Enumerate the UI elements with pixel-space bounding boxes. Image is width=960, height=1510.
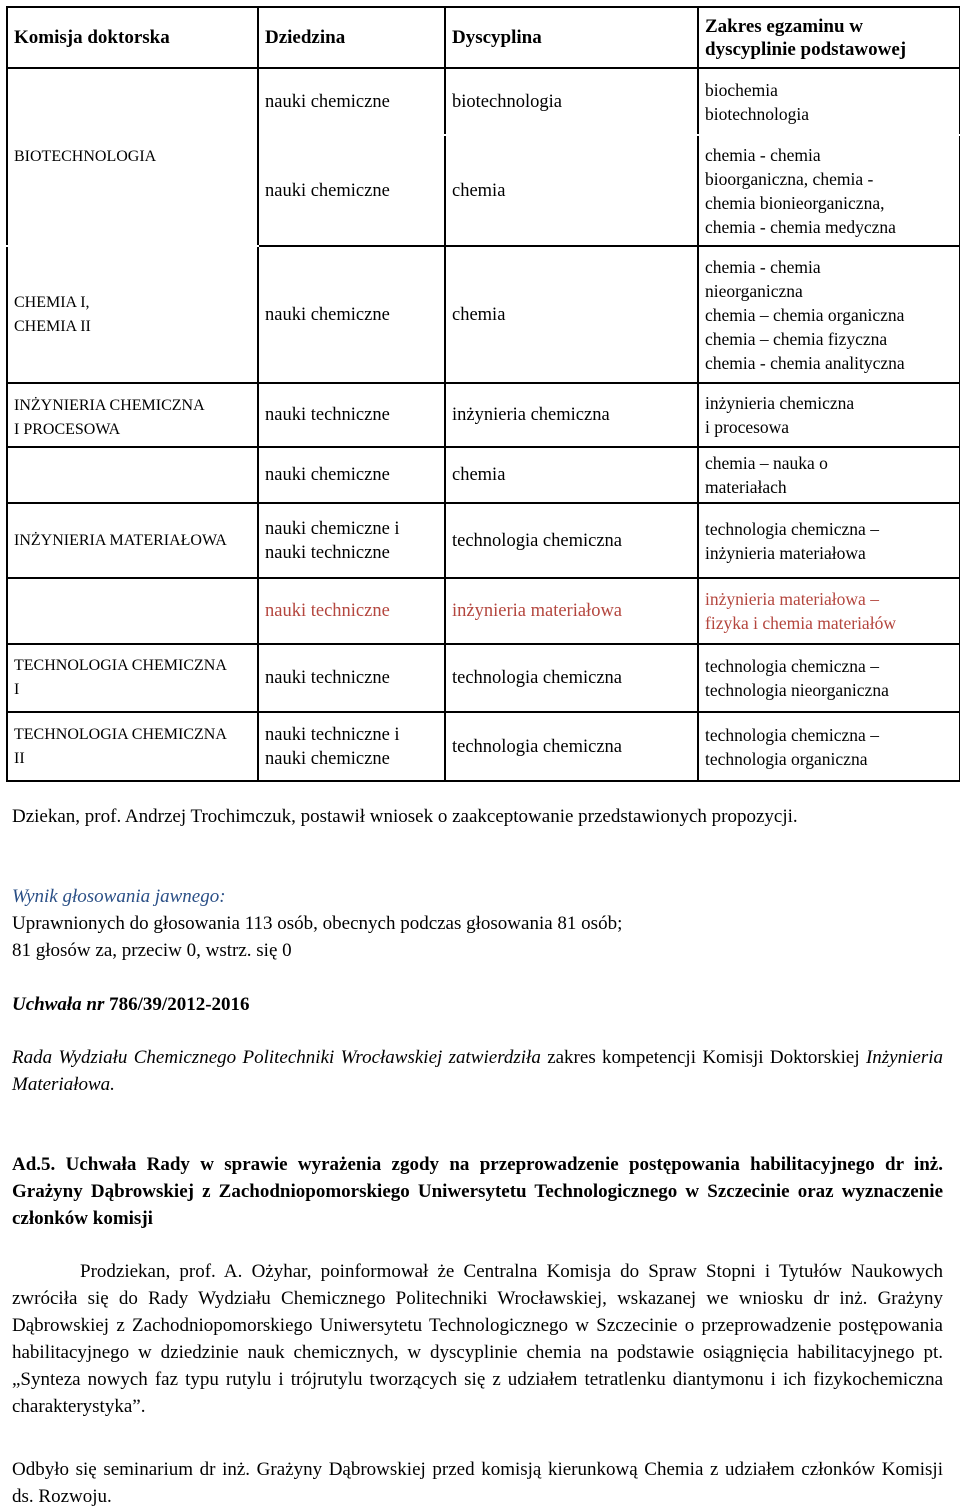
header-dyscyplina: Dyscyplina <box>445 7 698 68</box>
zakres-line: fizyka i chemia materiałów <box>705 613 896 633</box>
cell-dziedzina: nauki chemiczne <box>258 447 445 503</box>
cell-komisja: INŻYNIERIA MATERIAŁOWA <box>7 503 258 578</box>
zakres-line: chemia - chemia <box>705 144 821 165</box>
table-header-row <box>7 7 960 68</box>
header-zakres: Zakres egzaminu w dyscyplinie podstawowej <box>698 7 960 68</box>
cell-dziedzina: nauki chemiczne <box>258 246 445 383</box>
cell-dyscyplina: inżynieria chemiczna <box>445 383 698 447</box>
zakres-line: technologia chemiczna – <box>705 518 879 539</box>
table-row <box>7 578 960 644</box>
resolution-prefix: Uchwała nr <box>12 994 110 1015</box>
cell-zakres <box>698 644 960 712</box>
resolution-id: 786/39/2012-2016 <box>109 994 250 1015</box>
cell-zakres <box>698 246 960 383</box>
table-row <box>7 712 960 781</box>
cell-dyscyplina: technologia chemiczna <box>445 644 698 712</box>
cell-dziedzina <box>258 503 445 578</box>
zakres-line: chemia - chemia analityczna <box>705 352 905 373</box>
cell-zakres <box>698 503 960 578</box>
header-komisja: Komisja doktorska <box>7 7 258 68</box>
komisja-line: CHEMIA II <box>14 317 91 335</box>
cell-dyscyplina: chemia <box>445 246 698 383</box>
cell-komisja <box>7 246 258 383</box>
prodziekan-paragraph: Prodziekan, prof. A. Ożyhar, poinformował że Centralna Komisja do Spraw Stopni i Tytułów Naukowych zwróciła się do Rady Wydziału Chemicznego Politechniki Wrocławskiej, wskazanej we wniosku dr inż. Grażyny Dąbrowskiej z Zachodniopomorskiego Uniwersytetu Technologicznego w Szczecinie o przeprowadzenie postępowania habilitacyjnego w dziedzinie nauk chemicznych, w dyscyplinie chemia na podstawie osiągnięcia habilitacyjnego pt. „Synteza nowych faz typu rutylu i trójrutylu tworzących się z udziałem tetratlenku diantymonu i ich fizykochemiczna charakterystyka”. <box>12 1261 943 1417</box>
cell-zakres <box>698 383 960 447</box>
komisja-line: CHEMIA I, <box>14 293 90 311</box>
zakres-line: chemia – chemia organiczna <box>705 304 905 325</box>
cell-dyscyplina: biotechnologia <box>445 68 698 135</box>
komisja-line: II <box>14 749 25 767</box>
zakres-line: biotechnologia <box>705 103 810 124</box>
council-approval-text: zakres kompetencji Komisji Doktorskiej <box>540 1047 866 1068</box>
cell-dyscyplina: chemia <box>445 447 698 503</box>
resolution-number <box>12 991 943 1018</box>
zakres-line: i procesowa <box>705 417 790 437</box>
council-approval-italic: Rada Wydziału Chemicznego Politechniki Wrocławskiej zatwierdziła <box>12 1047 541 1068</box>
table-row <box>7 644 960 712</box>
vote-result-block <box>12 883 943 964</box>
zakres-line: biochemia <box>705 79 778 100</box>
zakres-line: chemia – nauka o <box>705 453 828 473</box>
cell-dyscyplina: inżynieria materiałowa <box>445 578 698 644</box>
zakres-line: materiałach <box>705 477 787 497</box>
cell-zakres <box>698 447 960 503</box>
vote-result-line: Uprawnionych do głosowania 113 osób, obecnych podczas głosowania 81 osób; <box>12 913 623 934</box>
zakres-line: technologia chemiczna – <box>705 724 879 745</box>
table-row <box>7 68 960 135</box>
zakres-line: inżynieria chemiczna <box>705 393 855 413</box>
dziedzina-line: nauki chemiczne i <box>265 518 400 539</box>
table-row <box>7 246 960 383</box>
cell-komisja <box>7 383 258 447</box>
cell-zakres <box>698 135 960 246</box>
cell-dziedzina: nauki techniczne <box>258 644 445 712</box>
cell-dziedzina: nauki techniczne <box>258 578 445 644</box>
zakres-line: chemia - chemia medyczna <box>705 216 896 237</box>
cell-dziedzina: nauki chemiczne <box>258 135 445 246</box>
zakres-line: technologia nieorganiczna <box>705 680 889 700</box>
header-dziedzina: Dziedzina <box>258 7 445 68</box>
table-row <box>7 503 960 578</box>
cell-komisja-empty <box>7 447 258 503</box>
table-row <box>7 383 960 447</box>
dziedzina-line: nauki techniczne i <box>265 724 400 745</box>
zakres-line: technologia organiczna <box>705 748 868 769</box>
ad5-heading: Ad.5. Uchwała Rady w sprawie wyrażenia zgody na przeprowadzenie postępowania habilitacyjnego dr inż. Grażyny Dąbrowskiej z Zachodniopomorskiego Uniwersytetu Technologicznego w Szczecinie oraz wyznaczenie członków komisji <box>12 1154 943 1229</box>
cell-dziedzina <box>258 712 445 781</box>
zakres-line: inżynieria materiałowa – <box>705 589 879 609</box>
komisja-line: TECHNOLOGIA CHEMICZNA <box>14 657 227 674</box>
komisja-line: TECHNOLOGIA CHEMICZNA <box>14 725 227 743</box>
zakres-line: bioorganiczna, chemia - <box>705 168 874 189</box>
table-row <box>7 447 960 503</box>
cell-komisja: BIOTECHNOLOGIA <box>7 68 258 246</box>
komisja-line: INŻYNIERIA CHEMICZNA <box>14 397 205 414</box>
dziedzina-line: nauki techniczne <box>265 542 390 563</box>
cell-zakres <box>698 578 960 644</box>
vote-result-label: Wynik głosowania jawnego: <box>12 886 226 907</box>
cell-komisja-empty <box>7 578 258 644</box>
komisja-line: I PROCESOWA <box>14 421 121 438</box>
cell-komisja <box>7 712 258 781</box>
zakres-line: chemia - chemia <box>705 256 821 277</box>
zakres-line: chemia – chemia fizyczna <box>705 328 888 349</box>
dziekan-paragraph: Dziekan, prof. Andrzej Trochimczuk, postawił wniosek o zaakceptowanie przedstawionych propozycji. <box>12 806 798 827</box>
cell-komisja <box>7 644 258 712</box>
zakres-line: technologia chemiczna – <box>705 656 879 676</box>
cell-dyscyplina: technologia chemiczna <box>445 712 698 781</box>
vote-result-line: 81 głosów za, przeciw 0, wstrz. się 0 <box>12 940 292 961</box>
cell-zakres <box>698 712 960 781</box>
zakres-line: inżynieria materiałowa <box>705 542 866 563</box>
seminar-paragraph: Odbyło się seminarium dr inż. Grażyny Dąbrowskiej przed komisją kierunkową Chemia z udziałem członków Komisji ds. Rozwoju. <box>12 1459 943 1507</box>
cell-dziedzina: nauki techniczne <box>258 383 445 447</box>
dziedzina-line: nauki chemiczne <box>265 748 390 769</box>
cell-dziedzina: nauki chemiczne <box>258 68 445 135</box>
cell-dyscyplina: technologia chemiczna <box>445 503 698 578</box>
cell-zakres <box>698 68 960 135</box>
komisja-line: I <box>14 681 20 698</box>
council-approval-paragraph <box>12 1044 943 1098</box>
zakres-line: chemia bionieorganiczna, <box>705 192 885 213</box>
cell-dyscyplina: chemia <box>445 135 698 246</box>
council-approval-italic-2: Inżynieria Materiałowa. <box>12 1047 943 1095</box>
zakres-line: nieorganiczna <box>705 280 803 301</box>
doctoral-committees-table <box>6 6 960 782</box>
